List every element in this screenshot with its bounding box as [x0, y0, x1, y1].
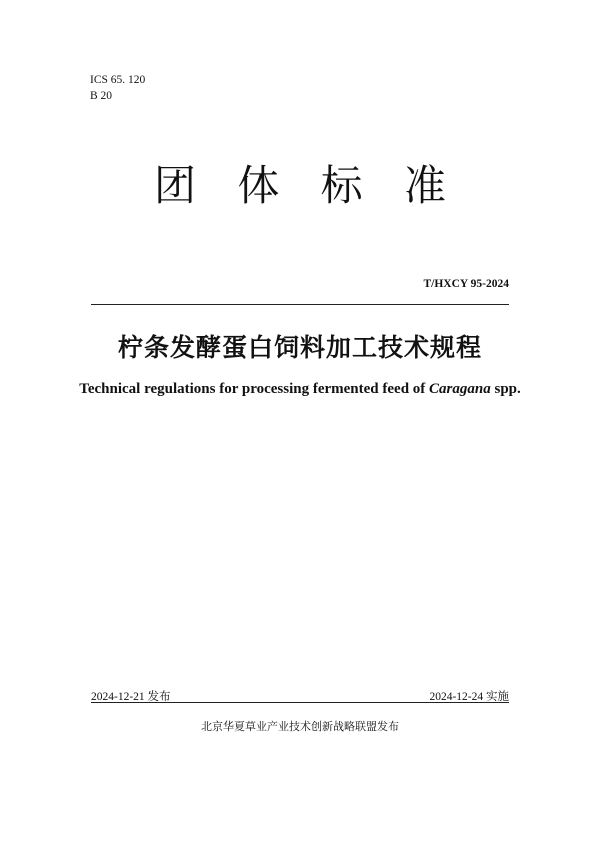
english-title-suffix: spp. [490, 381, 521, 397]
standard-number: T/HXCY 95-2024 [423, 278, 509, 290]
english-title-genus: Caragana [429, 381, 491, 397]
classification-codes [90, 72, 145, 104]
issuing-organization: 北京华夏草业产业技术创新战略联盟发布 [201, 720, 399, 733]
ics-code: ICS 65. 120 [90, 74, 146, 86]
chinese-title: 柠条发酵蛋白饲料加工技术规程 [117, 333, 482, 362]
english-title-prefix: Technical regulations for processing fermented feed of [79, 381, 430, 397]
publish-date: 2024-12-21 发布 [91, 691, 171, 703]
implement-date: 2024-12-24 实施 [429, 691, 509, 703]
english-title [0, 378, 600, 400]
bottom-divider [91, 702, 509, 703]
standard-type-heading: 团 体 标 准 [153, 161, 461, 210]
ccs-code: B 20 [90, 90, 113, 102]
top-divider [91, 304, 509, 305]
